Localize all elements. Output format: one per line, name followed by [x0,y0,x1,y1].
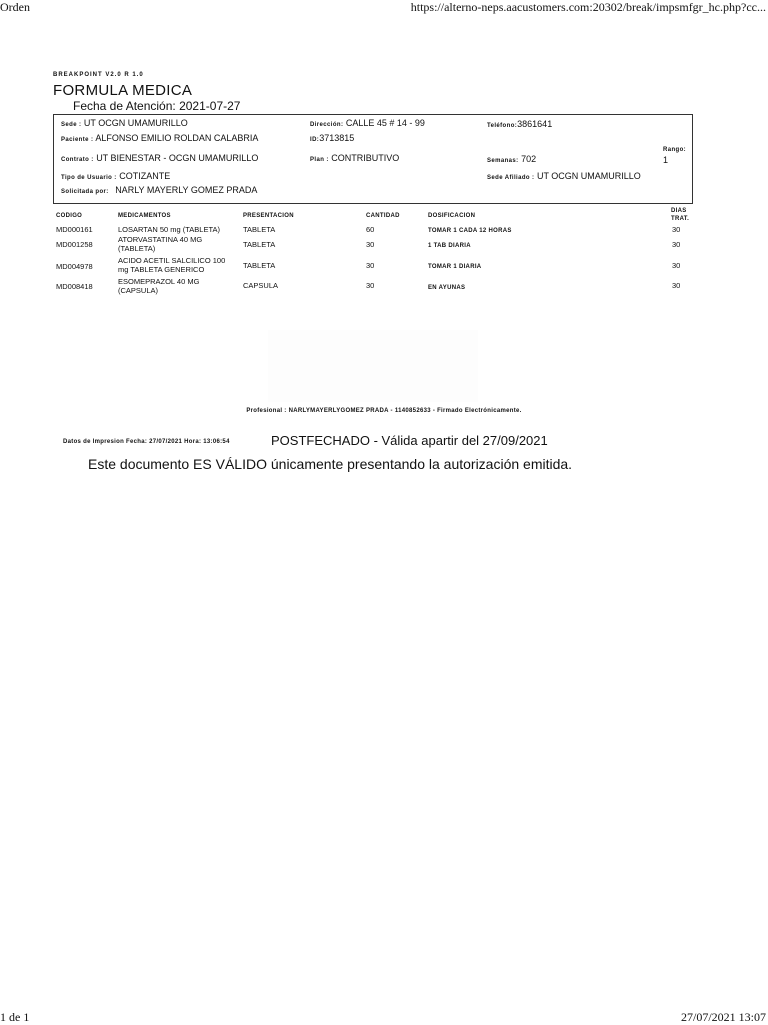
row4-medicamento-line2: (CAPSULA) [118,285,159,295]
col-medicamentos-header: MEDICAMENTOS [118,213,171,219]
row1-medicamento-line1: LOSARTAN 50 mg (TABLETA) [118,225,220,234]
row2-codigo: MD001258 [56,240,93,249]
row2-medicamento-line2: (TABLETA) [118,243,156,253]
profesional-line: Profesional : NARLYMAYERLYGOMEZ PRADA - 1140852633 - Firmado Electrónicamente. [246,408,522,414]
page-count: 1 de 1 [0,1010,30,1024]
sede-label: Sede : [61,122,82,128]
telefono-field [487,119,552,129]
sede-afiliado-field [487,171,641,181]
paciente-label: Paciente : [61,137,94,143]
attention-date: Fecha de Atención: 2021-07-27 [73,99,241,113]
row4-dosificacion: EN AYUNAS [428,285,466,291]
direccion-value: CALLE 45 # 14 - 99 [345,118,425,128]
row4-dias: 30 [672,281,681,290]
row1-codigo: MD000161 [56,225,93,234]
sede-field [61,118,188,128]
direccion-label: Dirección: [310,122,344,128]
paciente-field [61,133,258,143]
row3-medicamento-line2: mg TABLETA GENERICO [118,264,205,274]
row3-cantidad: 30 [366,261,375,270]
signature-area [268,330,478,402]
contrato-value: UT BIENESTAR - OCGN UMAMURILLO [96,153,259,163]
row4-cantidad: 30 [366,281,375,290]
col-dias-header-line2: TRAT. [671,216,690,222]
col-dias-header [671,207,689,223]
row2-presentacion: TABLETA [243,240,276,249]
id-field [310,133,354,143]
col-codigo-header: CODIGO [56,213,83,219]
print-footer [0,1010,768,1024]
rango-label: Rango: [663,147,687,153]
sede-value: UT OCGN UMAMURILLO [83,118,188,128]
patient-info-box [53,114,693,204]
col-dosificacion-header: DOSIFICACION [428,213,476,219]
paciente-value: ALFONSO EMILIO ROLDAN CALABRIA [95,133,259,143]
plan-value: CONTRIBUTIVO [331,153,400,163]
solicitada-field [61,185,257,195]
row4-codigo: MD008418 [56,282,93,291]
solicitada-value: NARLY MAYERLY GOMEZ PRADA [115,185,258,195]
document-title: FORMULA MEDICA [53,82,193,99]
print-datetime: 27/07/2021 13:07 [680,1010,766,1024]
contrato-field [61,153,258,163]
row2-medicamento-line1: ATORVASTATINA 40 MG [118,235,203,244]
row4-presentacion: CAPSULA [243,281,279,290]
tipo-usuario-value: COTIZANTE [119,171,171,181]
tipo-usuario-label: Tipo de Usuario : [61,175,117,181]
print-header [0,0,768,14]
validity-notice: Este documento ES VÁLIDO únicamente presentando la autorización emitida. [88,456,573,472]
rango-value: 1 [663,155,669,165]
print-header-title: Orden [0,0,30,14]
row4-medicamento [118,278,199,295]
row3-medicamento-line1: ACIDO ACETIL SALCILICO 100 [118,256,226,265]
semanas-label: Semanas: [487,158,519,164]
col-cantidad-header: CANTIDAD [366,213,400,219]
contrato-label: Contrato : [61,157,94,163]
row3-presentacion: TABLETA [243,261,276,270]
row1-dosificacion: TOMAR 1 CADA 12 HORAS [428,228,512,234]
row4-medicamento-line1: ESOMEPRAZOL 40 MG [118,277,200,286]
row3-medicamento [118,257,225,274]
telefono-value: 3861641 [517,119,553,129]
software-version: BREAKPOINT V2.0 R 1.0 [53,72,144,78]
semanas-value: 702 [521,154,537,164]
telefono-label: Teléfono: [487,123,518,129]
row3-dosificacion: TOMAR 1 DIARIA [428,264,482,270]
sede-afiliado-label: Sede Afiliado : [487,175,535,181]
postfechado-notice: POSTFECHADO - Válida apartir del 27/09/2021 [271,433,548,448]
row2-medicamento [118,236,202,253]
semanas-field [487,154,536,164]
sede-afiliado-value: UT OCGN UMAMURILLO [536,171,641,181]
row2-dosificacion: 1 TAB DIARIA [428,243,471,249]
direccion-field [310,118,425,128]
row1-cantidad: 60 [366,225,375,234]
print-info: Datos de Impresion Fecha: 27/07/2021 Hora: 13:06:54 [63,439,230,445]
row2-dias: 30 [672,240,681,249]
row1-medicamento [118,226,220,235]
print-header-url: https://alterno-neps.aacustomers.com:20302/break/impsmfgr_hc.php?cc... [410,0,766,14]
col-presentacion-header: PRESENTACION [243,213,294,219]
row2-cantidad: 30 [366,240,375,249]
col-dias-header-line1: DIAS [671,208,687,214]
id-label: ID: [310,137,320,143]
tipo-usuario-field [61,171,170,181]
row1-presentacion: TABLETA [243,225,276,234]
row1-dias: 30 [672,225,681,234]
plan-label: Plan : [310,157,329,163]
row3-dias: 30 [672,261,681,270]
rango-field [663,147,686,165]
solicitada-label: Solicitada por: [61,189,109,195]
plan-field [310,153,399,163]
id-value: 3713815 [319,133,355,143]
row3-codigo: MD004978 [56,262,93,271]
